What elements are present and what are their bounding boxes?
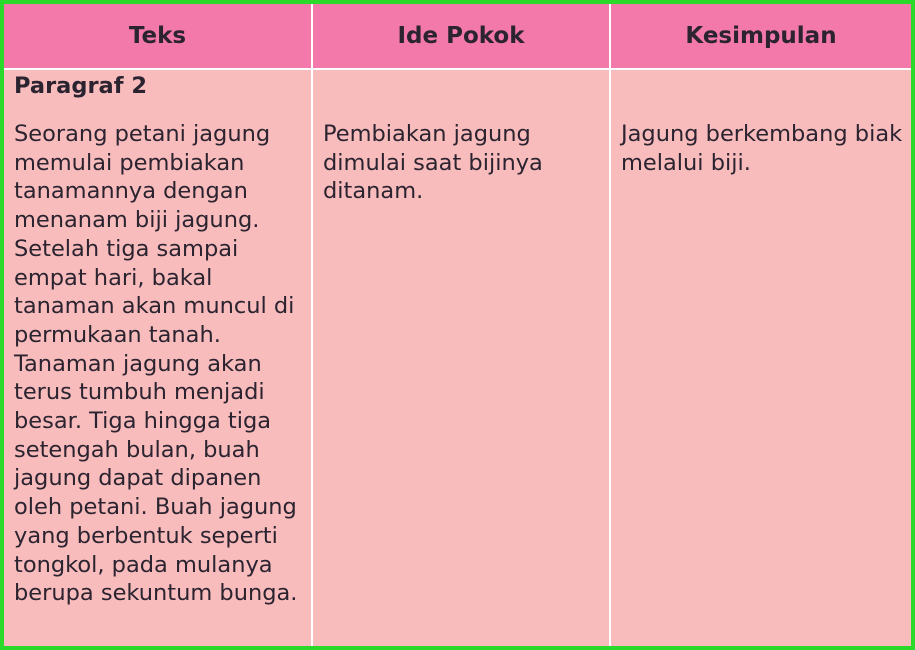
header-row (4, 4, 911, 69)
kesimpulan-cell (610, 69, 911, 646)
ide-pokok-text: Pembiakan jagung dimulai saat bijinya ditanam. (323, 121, 543, 205)
kesimpulan-text: Jagung berkembang biak melalui biji. (621, 121, 903, 176)
ide-pokok-cell (312, 69, 610, 646)
header-kesimpulan: Kesimpulan (610, 4, 911, 69)
header-ide-pokok: Ide Pokok (312, 4, 610, 69)
table-row (4, 69, 911, 646)
teks-cell (4, 69, 312, 646)
paragraph-text: Seorang petani jagung memulai pembiakan tanamannya dengan menanam biji jagung. Setelah tiga sampai empat hari, bakal tanaman akan muncul di permukaan tanah. Tanaman jagung akan terus tumbuh menjadi besar. Tiga hingga tiga setengah bulan, buah jagung dapat dipanen oleh petani. Buah jagung yang berbentuk seperti tongkol, pada mulanya berupa sekuntum bunga. (14, 121, 298, 607)
paragraph-title: Paragraf 2 (14, 73, 148, 99)
header-teks: Teks (4, 4, 312, 69)
analysis-table (4, 4, 911, 646)
